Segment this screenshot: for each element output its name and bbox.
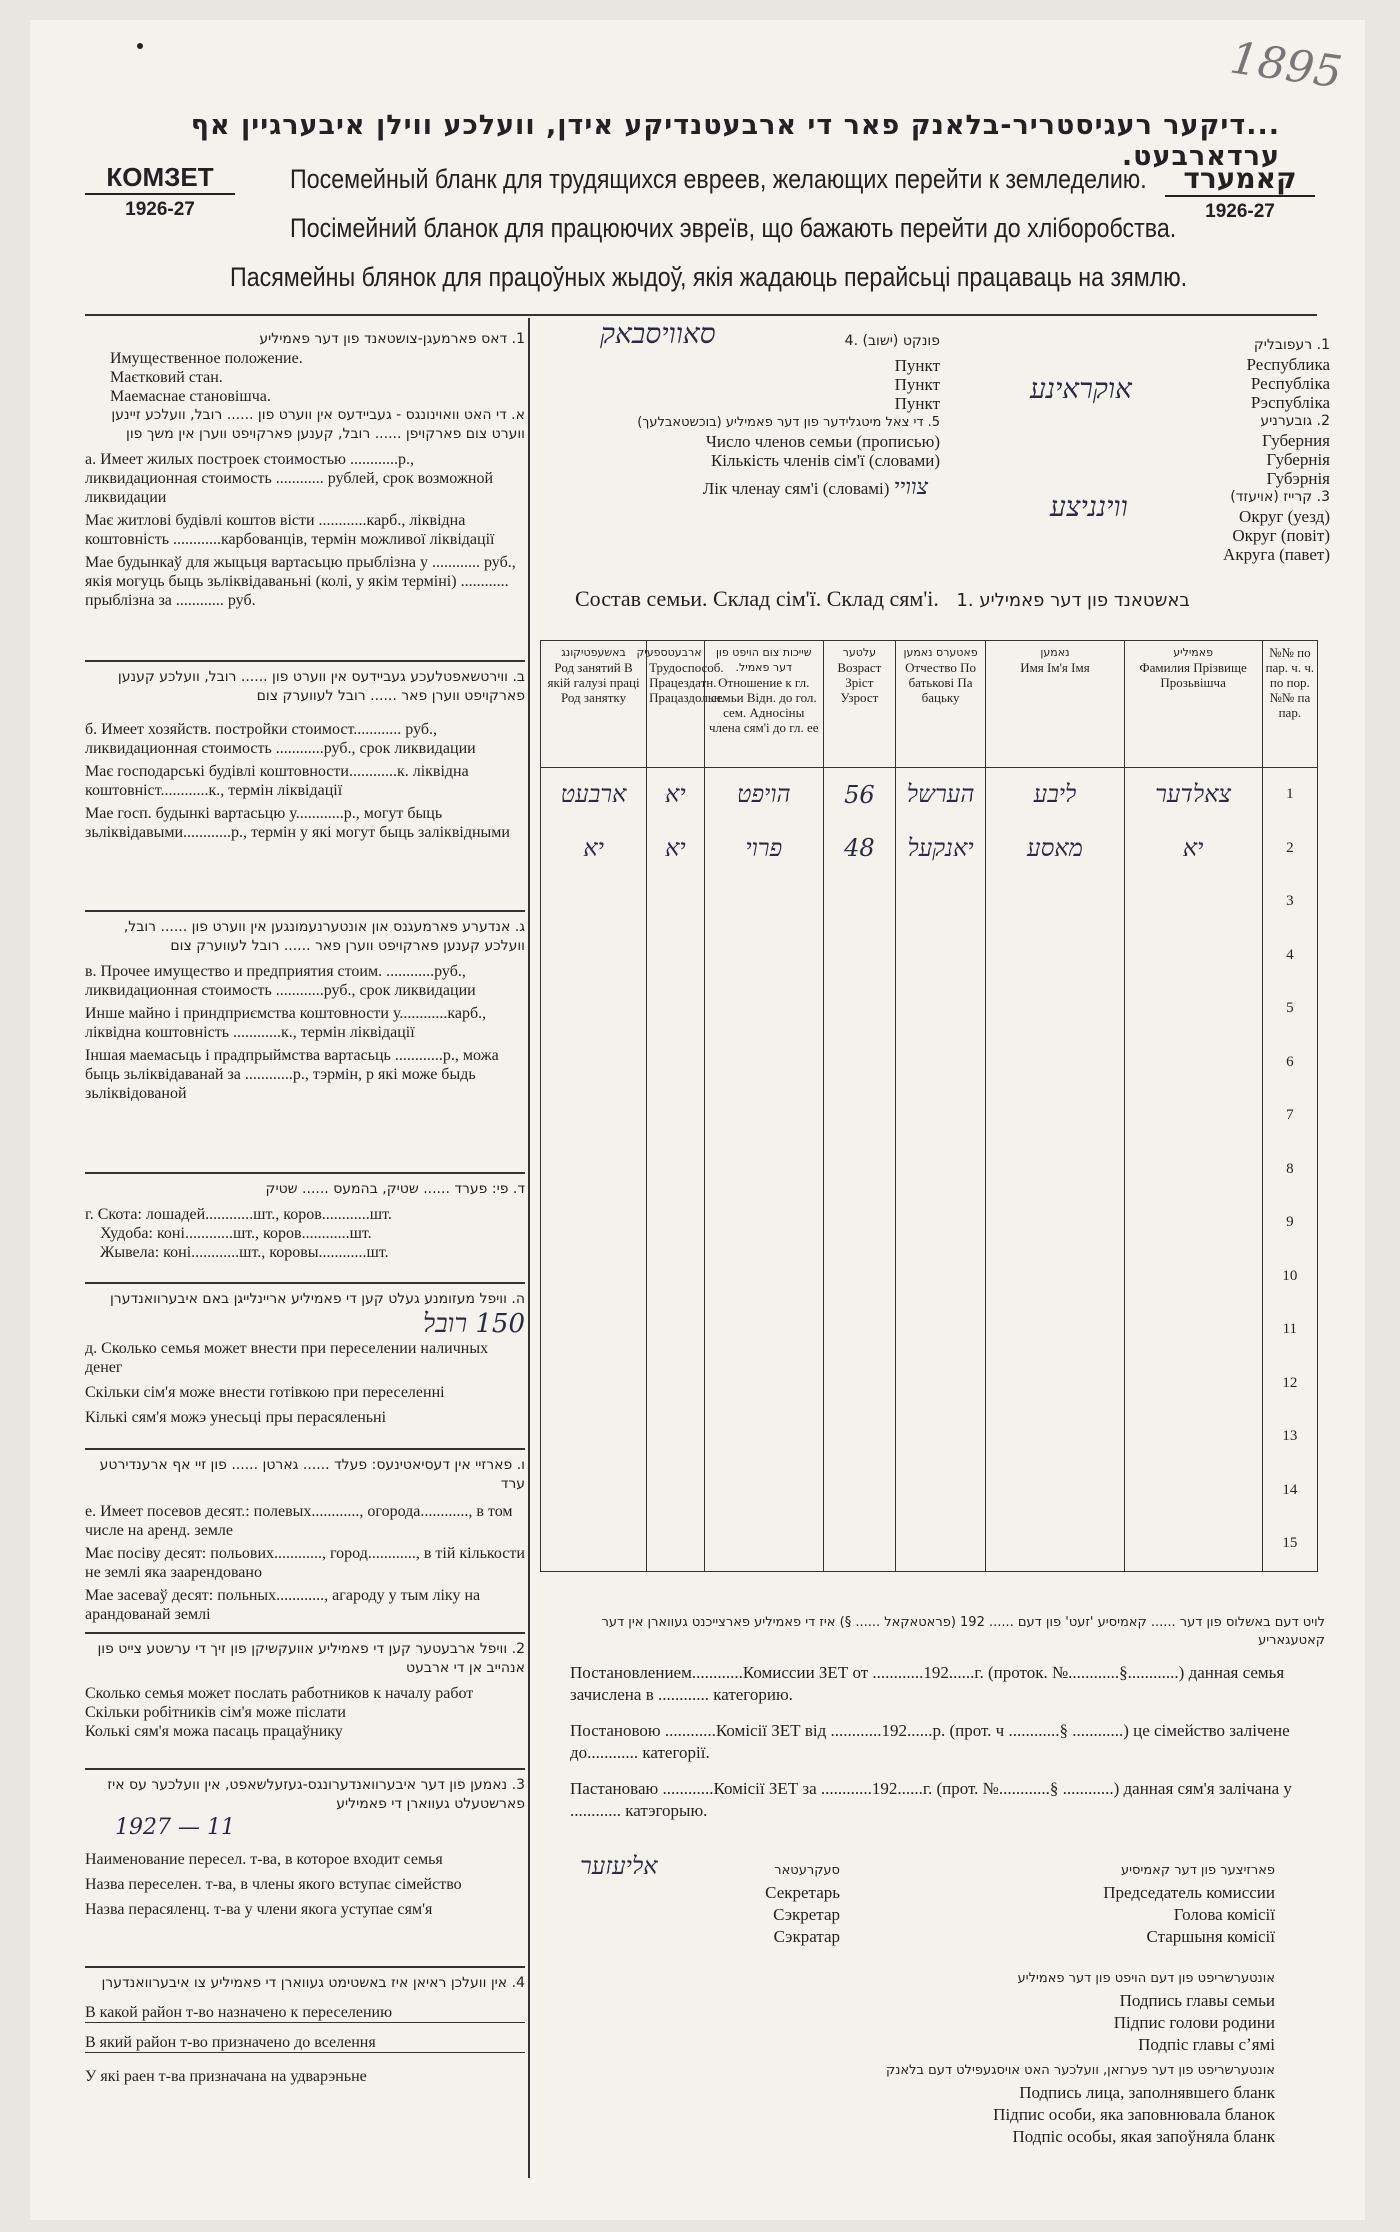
family-cell-able[interactable]: [647, 1464, 704, 1518]
family-cell-able[interactable]: [647, 982, 704, 1036]
family-row: [541, 1036, 1318, 1090]
family-cell-age[interactable]: [823, 1250, 895, 1304]
family-cell-name[interactable]: [986, 1517, 1124, 1571]
family-row: [541, 875, 1318, 929]
family-cell-rel[interactable]: [704, 1143, 823, 1197]
family-cell-fam[interactable]: צאלדער: [1124, 768, 1262, 822]
family-cell-age[interactable]: [823, 875, 895, 929]
chair-yid: פארזיצער פון דער קאמיסיע: [1120, 1863, 1275, 1878]
headline-ru: Посемейный бланк для трудящихся евреев, желающих перейти к земледелию.: [290, 164, 1147, 194]
family-column-header: [1262, 641, 1317, 768]
family-cell-patr[interactable]: [895, 1303, 986, 1357]
family-cell-occ[interactable]: [541, 1089, 647, 1143]
s1-yid: 1. דאס פארמעגן-צושטאנד פון דער פאמיליע: [259, 331, 525, 347]
family-cell-occ[interactable]: יא: [541, 822, 647, 876]
count-by: Лік членау сям'і (словамі): [702, 479, 890, 498]
s1-uk: Маєтковий стан.: [110, 369, 223, 386]
head-ru: Подпись главы семьи: [1119, 1991, 1275, 2010]
punkt-handwritten: סאוויסבאק: [600, 317, 716, 350]
family-cell-rel[interactable]: [704, 929, 823, 983]
family-cell-rel[interactable]: הויפט: [704, 768, 823, 822]
family-cell-occ[interactable]: [541, 875, 647, 929]
s1a-uk: Має житлові будівлі коштов вісти ............карб., ліквідна коштовність ............карбованців, термін можливої ліквідації: [85, 512, 495, 548]
family-cell-rel[interactable]: [704, 1250, 823, 1304]
header-divider: [85, 314, 1317, 316]
family-row: [541, 1303, 1318, 1357]
family-row: [541, 1357, 1318, 1411]
row-number[interactable]: 15: [1262, 1517, 1317, 1571]
column-header-text: Возраст Зріст Узрост: [837, 660, 882, 705]
s1d-ru: д. Сколько семья может внести при переселении наличных денег: [85, 1340, 489, 1376]
family-cell-age[interactable]: [823, 1517, 895, 1571]
family-cell-age[interactable]: [823, 1196, 895, 1250]
family-cell-patr[interactable]: [895, 1089, 986, 1143]
s1e-uk: Має посіву десят: польових............, город............, в тій кількости не землі яка заарендовано: [85, 1545, 525, 1581]
s1e-ru: е. Имеет посевов десят.: полевых............, огорода............, в том числе на аренд. земле: [85, 1503, 513, 1539]
family-row: [541, 1517, 1318, 1571]
family-cell-fam[interactable]: [1124, 1303, 1262, 1357]
family-row: [541, 982, 1318, 1036]
family-cell-fam[interactable]: [1124, 1089, 1262, 1143]
cash: [85, 1290, 525, 1427]
family-cell-fam[interactable]: [1124, 1196, 1262, 1250]
punkt-yid: 4. פונקט (ישוב): [844, 333, 940, 349]
column-header-yid: עלטער: [842, 646, 877, 659]
row-number[interactable]: 9: [1262, 1196, 1317, 1250]
s3-uk: Назва переселен. т-ва, в члены якого вступає сімейство: [85, 1876, 462, 1893]
row-number[interactable]: 4: [1262, 929, 1317, 983]
family-cell-patr[interactable]: [895, 1036, 986, 1090]
s1g-yid: ד. פי: פערד ...... שטיק, בהמעס ...... שטיק: [265, 1181, 525, 1197]
yiddish-title: ...דיקער רעגיסטריר-בלאנק פאר די ארבעטנדיקע אידן, וועלכע ווילן איבערגיין אף ערדארבעט.: [190, 110, 1280, 172]
family-table: [540, 640, 1318, 1572]
s1a-ru: а. Имеет жилых построек стоимостью ............р., ликвидационная стоимость ............ рублей, срок возможной ликвидации: [85, 451, 494, 506]
s2-ru: Сколько семья может послать работников к началу работ: [85, 1685, 474, 1702]
family-cell-occ[interactable]: ארבעט: [541, 768, 647, 822]
family-row: [541, 1410, 1318, 1464]
count-yid: 5. די צאל מיטגלידער פון דער פאמיליע (בוכשטאבלעך): [637, 415, 940, 430]
family-cell-name[interactable]: [986, 929, 1124, 983]
column-header-text: №№ по пар. ч. ч. по пор. №№ па пар.: [1265, 645, 1315, 720]
family-cell-fam[interactable]: [1124, 929, 1262, 983]
s3-yid: 3. נאמען פון דער איבערוואנדערונגס-געזעלשאפט, אין וועלכער עס איז פארשטעלט געווארן די פאמיליע: [107, 1777, 525, 1812]
chair-ru: Председатель комиссии: [1103, 1883, 1275, 1902]
family-cell-able[interactable]: [647, 1089, 704, 1143]
row-number[interactable]: 10: [1262, 1250, 1317, 1304]
count-uk: Кількість членів сім'ї (словами): [710, 451, 940, 470]
count-ru: Число членов семьи (прописью): [705, 432, 940, 451]
family-cell-able[interactable]: [647, 1250, 704, 1304]
gub-ru: Губерния: [1262, 431, 1330, 450]
family-cell-able[interactable]: [647, 1517, 704, 1571]
family-cell-able[interactable]: יא: [647, 822, 704, 876]
rep-yid: 1. רעפובליק: [1253, 337, 1330, 353]
s1d-handwritten: 150 רובל: [422, 1309, 525, 1339]
s1d-by: Кількі сям'я можэ унесьці пры перасяленьні: [85, 1409, 387, 1426]
chair-signature: [1000, 1860, 1275, 1948]
head-by: Подпіс главы сʼямі: [1138, 2035, 1275, 2054]
column-header-text: Отчество По батькові Па бацьку: [905, 660, 976, 705]
family-cell-fam[interactable]: [1124, 1410, 1262, 1464]
family-cell-able[interactable]: [647, 1036, 704, 1090]
family-cell-occ[interactable]: [541, 1517, 647, 1571]
left-column-divider: [528, 318, 530, 2178]
column-header-yid: נאמען: [1040, 646, 1070, 659]
rep-uk: Республіка: [1250, 374, 1330, 393]
family-cell-occ[interactable]: [541, 1464, 647, 1518]
family-cell-rel[interactable]: [704, 1303, 823, 1357]
s4-by: У які раен т-ва призначана на удварэньне: [85, 2068, 367, 2085]
okrug-handwritten: ווינניצע: [1050, 490, 1128, 523]
family-column-header: [895, 641, 986, 768]
family-cell-patr[interactable]: [895, 982, 986, 1036]
family-cell-name[interactable]: [986, 1357, 1124, 1411]
family-cell-fam[interactable]: יא: [1124, 822, 1262, 876]
row-number[interactable]: 6: [1262, 1036, 1317, 1090]
family-cell-fam[interactable]: [1124, 1464, 1262, 1518]
district: [85, 1974, 525, 2086]
row-number[interactable]: 1: [1262, 768, 1317, 822]
s2-uk: Скільки робітників сім'я може післати: [85, 1704, 346, 1721]
column-header-yid: באשעפטיקונג: [561, 646, 626, 659]
punkt-ru: Пункт: [894, 356, 940, 375]
sec-by: Сэкратар: [773, 1927, 840, 1946]
s1a-by: Мае будынкаў для жыцьця вартасьцю прыблізна у ............ руб., якія могуць быць зьліквідаваньні (колі, у якім терміні) ............ прыблізна за ............ руб.: [85, 554, 516, 609]
okr-ru: Округ (уезд): [1239, 507, 1330, 526]
family-cell-fam[interactable]: [1124, 1036, 1262, 1090]
family-column-header: [823, 641, 895, 768]
property-section: [85, 330, 525, 610]
family-cell-able[interactable]: [647, 1357, 704, 1411]
s1b-by: Мае госп. будынкі вартасьцю у............р., могут быць зьліквідавыми............р., термін у які могут быць заліквідными: [85, 805, 510, 841]
family-cell-occ[interactable]: [541, 1303, 647, 1357]
republic-handwritten: אוקראינע: [1030, 372, 1132, 405]
row-number[interactable]: 5: [1262, 982, 1317, 1036]
s2-by: Колькі сям'я можа пасаць працаўнику: [85, 1723, 343, 1740]
family-cell-name[interactable]: [986, 1250, 1124, 1304]
family-cell-rel[interactable]: [704, 1089, 823, 1143]
sec-ru: Секретарь: [765, 1883, 840, 1902]
family-row: [541, 1143, 1318, 1197]
family-cell-name[interactable]: [986, 1464, 1124, 1518]
family-heading: [575, 586, 1305, 612]
filler-signature: [580, 2060, 1275, 2148]
family-cell-age[interactable]: [823, 929, 895, 983]
s1a-yid: א. די האט וואוינונגס - געביידעס אין ווערט פון ...... רובל, וועלכע זיינען ווערט צום פארקויפן ...... רובל, קענען פארקויפט ווערן אין משך פון: [111, 407, 525, 442]
family-cell-name[interactable]: [986, 1303, 1124, 1357]
decision-by: Пастановаю ............Комісії ЗЕТ за ............192......г. (прот. №............§ ............) данная сям'я залічана у ............ катэгорыю.: [570, 1779, 1292, 1820]
family-cell-rel[interactable]: [704, 982, 823, 1036]
family-cell-able[interactable]: [647, 1410, 704, 1464]
sec-uk: Сэкретар: [773, 1905, 840, 1924]
family-heading-text: Состав семьи. Склад сім'ї. Склад сям'і.: [575, 586, 939, 611]
family-cell-patr[interactable]: [895, 1250, 986, 1304]
column-header-text: Фамилия Прізвище Прозьвішча: [1139, 660, 1247, 690]
okr-by: Акруга (павет): [1223, 545, 1330, 564]
s1g-ru: г. Скота: лошадей............шт., коров............шт.: [85, 1206, 392, 1223]
family-row: [541, 1250, 1318, 1304]
family-cell-fam[interactable]: [1124, 1357, 1262, 1411]
count-handwritten: צוויי: [893, 475, 928, 500]
column-header-yid: שייכות צום הויפט פון דער פאמיל.: [715, 646, 812, 674]
family-column-header: [636, 641, 724, 768]
family-cell-rel[interactable]: [704, 1464, 823, 1518]
family-cell-age[interactable]: [823, 1464, 895, 1518]
family-cell-age[interactable]: [823, 1357, 895, 1411]
s3-ru: Наименование пересел. т-ва, в которое входит семья: [85, 1851, 443, 1868]
s1-by: Маемаснае становішча.: [110, 388, 271, 405]
column-header-yid: פאטערס נאמען: [903, 646, 978, 659]
filler-yid: אונטערשריפט פון דער פערזאן, וועלכער האט אויסגעפילט דעם בלאנק: [885, 2063, 1275, 2078]
row-number[interactable]: 12: [1262, 1357, 1317, 1411]
divider-6: [85, 1632, 525, 1634]
family-cell-age[interactable]: [823, 1036, 895, 1090]
column-header-yid: ארבעטספעיק: [636, 646, 702, 659]
family-column-header: [541, 641, 647, 768]
family-cell-able[interactable]: יא: [647, 768, 704, 822]
family-cell-patr[interactable]: [895, 875, 986, 929]
family-cell-fam[interactable]: [1124, 982, 1262, 1036]
family-cell-name[interactable]: [986, 1089, 1124, 1143]
decision-yid: לויט דעם באשלוס פון דער ...... קאמיסיע 'זעט' פון דעם ...... 192 (פראטאקאל ...... §) איז די פאמיליע פארצייכנט געווארן אין דער קאטעגאריע: [601, 1615, 1325, 1648]
column-header-text: Имя Ім'я Імя: [1020, 660, 1090, 675]
family-cell-patr[interactable]: [895, 1357, 986, 1411]
gub-uk: Губернія: [1266, 450, 1330, 469]
s1v-uk: Инше майно і приндприємства коштовности у............карб., ліквідна коштовність ............к., термін ліквідації: [85, 1005, 487, 1041]
location-block: [1030, 336, 1330, 564]
family-cell-name[interactable]: [986, 1196, 1124, 1250]
family-cell-patr[interactable]: [895, 1410, 986, 1464]
family-cell-able[interactable]: [647, 929, 704, 983]
family-cell-patr[interactable]: [895, 1143, 986, 1197]
head-signature: [580, 1968, 1275, 2056]
brand-komzet-name: КОМЗЕТ: [85, 162, 235, 195]
divider-7: [85, 1768, 525, 1770]
row-number[interactable]: 8: [1262, 1143, 1317, 1197]
family-cell-occ[interactable]: [541, 1036, 647, 1090]
family-cell-patr[interactable]: הערשל: [895, 768, 986, 822]
s1e-by: Мае засеваў десят: польных............, агароду у тым ліку на арандованай землі: [85, 1587, 481, 1623]
sown-area: [85, 1456, 525, 1624]
s1d-uk: Скільки сім'я може внести готівкою при переселенні: [85, 1384, 445, 1401]
family-cell-name[interactable]: ליבע: [986, 768, 1124, 822]
family-cell-name[interactable]: [986, 982, 1124, 1036]
family-row: [541, 1089, 1318, 1143]
family-cell-able[interactable]: [647, 1143, 704, 1197]
family-cell-occ[interactable]: [541, 1250, 647, 1304]
family-cell-fam[interactable]: [1124, 1143, 1262, 1197]
s1v-yid: ג. אנדערע פארמעגנס און אונטערנעמונגען אין ווערט פון ...... רובל, וועלכע קענען פארקויפט ווערן פאר ...... רובל לעווערק צום: [123, 919, 525, 954]
column-header-text: Трудоспособ. Працездатн. Працаздольн.: [649, 660, 724, 705]
s1v-ru: в. Прочее имущество и предприятия стоим. ............руб., ликвидационная стоимость ............руб., срок ликвидации: [85, 963, 476, 999]
s2-yid: 2. וויפל ארבעטער קען די פאמיליע אוועקשיקן פון זיך די ערשטע צייט פון אנהייב אן די ארבעט: [97, 1641, 525, 1676]
rep-ru: Республика: [1246, 355, 1330, 374]
family-row: [541, 768, 1318, 822]
brand-komzet-year: 1926-27: [125, 199, 195, 220]
brand-komzet: [85, 162, 235, 221]
filler-by: Подпіс особы, якая запоўняла бланк: [1012, 2127, 1275, 2146]
secretary-handwritten: אליעזער: [580, 1852, 658, 1880]
rep-by: Рэспубліка: [1250, 393, 1330, 412]
family-cell-name[interactable]: מאסע: [986, 822, 1124, 876]
s3-handwritten: 1927 — 11: [115, 1815, 235, 1840]
filler-uk: Підпис особи, яка заповнювала бланок: [993, 2105, 1275, 2124]
punkt-by: Пункт: [894, 394, 940, 413]
s1e-yid: ו. פארזיי אין דעסיאטינעס: פעלד ...... גארטן ...... פון זיי אף ארענדירטע ערד: [99, 1457, 525, 1492]
head-uk: Підпис голови родини: [1113, 2013, 1275, 2032]
s1-ru: Имущественное положение.: [110, 350, 303, 367]
s3-by: Назва перасяленц. т-ва у члени якога уступае сям'я: [85, 1901, 433, 1918]
family-cell-able[interactable]: [647, 875, 704, 929]
column-header-text: Род занятий В якій галузі праці Род занятку: [547, 660, 640, 705]
sec-yid: סעקרעטאר: [774, 1863, 840, 1878]
row-number[interactable]: 14: [1262, 1464, 1317, 1518]
divider-1: [85, 660, 525, 662]
family-row: [541, 929, 1318, 983]
family-cell-name[interactable]: [986, 1036, 1124, 1090]
family-cell-rel[interactable]: [704, 1036, 823, 1090]
s1d-yid: ה. וויפל מעזומנע געלט קען די פאמיליע אריינלייגן באם איבערוואנדערן: [109, 1291, 525, 1307]
ink-dot: [137, 43, 143, 49]
filler-ru: Подпись лица, заполнявшего бланк: [1019, 2083, 1275, 2102]
okr-yid: 3. קרייז (אויעזד): [1230, 489, 1330, 505]
family-cell-occ[interactable]: [541, 982, 647, 1036]
s1v-by: Іншая маемасьць і прадпрыймства вартасьць ............р., можа быць зьліквідаванай за ............р., тэрмін, р які може быдь зьліквідованой: [85, 1047, 499, 1102]
family-cell-fam[interactable]: [1124, 875, 1262, 929]
s4-yid: 4. אין וועלכן ראיאן איז באשטימט געווארן די פאמיליע צו איבערוואנדערן: [101, 1975, 525, 1991]
divider-4: [85, 1282, 525, 1284]
s1g-by: Жывела: коні............шт., коровы............шт.: [100, 1244, 389, 1261]
punkt-uk: Пункт: [894, 375, 940, 394]
gub-yid: 2. גובערניע: [1260, 413, 1330, 429]
family-cell-rel[interactable]: [704, 1357, 823, 1411]
gub-by: Губэрнія: [1266, 469, 1330, 488]
family-column-header: [1124, 641, 1262, 768]
column-header-yid: פאמיליע: [1173, 646, 1213, 659]
family-cell-patr[interactable]: [895, 929, 986, 983]
family-column-header: [704, 641, 823, 768]
family-cell-patr[interactable]: יאנקעל: [895, 822, 986, 876]
punkt-block: [560, 317, 940, 500]
property-v: [85, 918, 525, 1103]
row-number[interactable]: 11: [1262, 1303, 1317, 1357]
row-number[interactable]: 13: [1262, 1410, 1317, 1464]
family-row: [541, 822, 1318, 876]
family-cell-age[interactable]: [823, 982, 895, 1036]
decision-ru: Постановлением............Комиссии ЗЕТ от ............192......г. (проток. №............§............) данная семья зачислена в ............ категорию.: [570, 1663, 1285, 1704]
brand-right-name: קאמערד: [1165, 162, 1315, 197]
family-cell-rel[interactable]: [704, 1410, 823, 1464]
family-cell-occ[interactable]: [541, 929, 647, 983]
resettlement-society: [85, 1776, 525, 1919]
headline-uk: Посімейний бланок для працюючих эвреїв, що бажають перейти до хліборобства.: [290, 213, 1177, 243]
family-cell-rel[interactable]: [704, 1517, 823, 1571]
s1b-ru: б. Имеет хозяйств. постройки стоимост............ руб., ликвидационная стоимость ............руб., срок ликвидации: [85, 721, 476, 757]
family-cell-age[interactable]: [823, 1089, 895, 1143]
divider-3: [85, 1172, 525, 1174]
column-header-text: Отношение к гл. семьи Відн. до гол. сем. Адносіны члена сям'і до гл. ее: [708, 675, 819, 735]
commission-decision: [540, 1614, 1325, 1822]
row-number[interactable]: 7: [1262, 1089, 1317, 1143]
family-cell-fam[interactable]: [1124, 1250, 1262, 1304]
family-cell-patr[interactable]: [895, 1196, 986, 1250]
family-heading-yid: 1. באשטאנד פון דער פאמיליע: [956, 590, 1190, 611]
livestock: [85, 1180, 525, 1262]
okr-uk: Округ (повіт): [1232, 526, 1330, 545]
family-cell-patr[interactable]: [895, 1464, 986, 1518]
family-cell-occ[interactable]: [541, 1143, 647, 1197]
family-cell-able[interactable]: [647, 1303, 704, 1357]
property-b: [85, 668, 525, 842]
chair-by: Старшыня комісії: [1146, 1927, 1275, 1946]
family-cell-fam[interactable]: [1124, 1517, 1262, 1571]
family-cell-occ[interactable]: [541, 1410, 647, 1464]
family-row: [541, 1464, 1318, 1518]
archive-number: 1895: [1226, 32, 1345, 99]
s1b-uk: Має господарські будівлі коштовности............к. ліквідна коштовніст............к., термін ліквідації: [85, 763, 469, 799]
s1b-yid: ב. ווירטשאפטלעכע געביידעס אין ווערט פון ...... רובל, וועלכע קענען פארקויפט ווערן פאר ...... רובל לעווערק צום: [117, 669, 525, 704]
row-number[interactable]: 2: [1262, 822, 1317, 876]
family-cell-able[interactable]: [647, 1196, 704, 1250]
chair-uk: Голова комісії: [1173, 1905, 1275, 1924]
workers: [85, 1640, 525, 1741]
family-cell-age[interactable]: 48: [823, 822, 895, 876]
brand-right: [1165, 162, 1315, 223]
family-cell-name[interactable]: [986, 1143, 1124, 1197]
decision-uk: Постановою ............Комісії ЗЕТ від ............192......р. (прот. ч ............§ ............) це сімейство залічене до............ категорії.: [570, 1721, 1290, 1762]
brand-right-year: 1926-27: [1205, 201, 1275, 222]
divider-2: [85, 910, 525, 912]
family-cell-rel[interactable]: פרוי: [704, 822, 823, 876]
family-cell-age[interactable]: [823, 1410, 895, 1464]
head-yid: אונטערשריפט פון דעם הויפט פון דער פאמיליע: [1017, 1971, 1275, 1986]
divider-5: [85, 1448, 525, 1450]
s1g-uk: Худоба: коні............шт., коров............шт.: [100, 1225, 372, 1242]
family-cell-occ[interactable]: [541, 1357, 647, 1411]
family-column-header: [986, 641, 1124, 768]
family-cell-occ[interactable]: [541, 1196, 647, 1250]
headline-by: Пасямейны блянок для працоўных жыдоў, якія жадаюць перайсьці працаваць на зямлю.: [230, 262, 1188, 292]
s4-ru: В какой район т-во назначено к переселению: [85, 2003, 525, 2023]
family-cell-name[interactable]: [986, 1410, 1124, 1464]
family-cell-name[interactable]: [986, 875, 1124, 929]
divider-8: [85, 1966, 525, 1968]
family-cell-rel[interactable]: [704, 875, 823, 929]
family-cell-rel[interactable]: [704, 1196, 823, 1250]
family-cell-age[interactable]: [823, 1143, 895, 1197]
family-table-header: [541, 641, 1318, 768]
family-cell-age[interactable]: [823, 1303, 895, 1357]
row-number[interactable]: 3: [1262, 875, 1317, 929]
family-cell-patr[interactable]: [895, 1517, 986, 1571]
family-row: [541, 1196, 1318, 1250]
family-cell-age[interactable]: 56: [823, 768, 895, 822]
s4-uk: В який район т-во призначено до вселення: [85, 2033, 525, 2053]
